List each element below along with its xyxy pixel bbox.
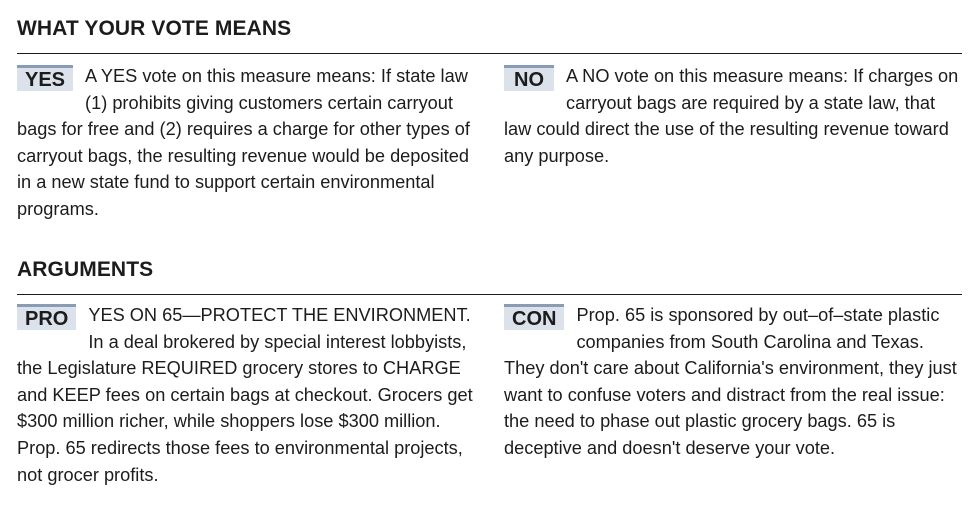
yes-block bbox=[17, 63, 487, 223]
arguments-heading: ARGUMENTS bbox=[17, 258, 154, 281]
con-tag: CON bbox=[504, 304, 564, 330]
arguments-divider bbox=[17, 294, 962, 295]
con-block bbox=[504, 302, 964, 462]
vote-means-heading: WHAT YOUR VOTE MEANS bbox=[17, 17, 292, 40]
no-block bbox=[504, 63, 964, 169]
pro-block bbox=[17, 302, 487, 488]
pro-text: YES ON 65—PROTECT THE ENVIRONMENT. In a deal brokered by special interest lobbyists, the Legislature REQUIRED grocery stores to CHARGE and KEEP fees on certain bags at checkout. Grocers get $300 million richer, while shoppers lose $300 million. Prop. 65 redirects those fees to environmental projects, not grocer profits. bbox=[17, 305, 473, 485]
no-text: A NO vote on this measure means: If charges on carryout bags are required by a state law, that law could direct the use of the resulting revenue toward any purpose. bbox=[504, 66, 959, 166]
yes-tag: YES bbox=[17, 65, 73, 91]
yes-text: A YES vote on this measure means: If state law (1) prohibits giving customers certain carryout bags for free and (2) requires a charge for other types of carryout bags, the resulting revenue would be deposited in a new state fund to support certain environmental programs. bbox=[17, 66, 470, 219]
vote-means-divider bbox=[17, 53, 962, 54]
con-text: Prop. 65 is sponsored by out–of–state plastic companies from South Carolina and Texas. They don't care about California's environment, they just want to confuse voters and distract from the real issue: the need to phase out plastic grocery bags. 65 is deceptive and doesn't deserve your vote. bbox=[504, 305, 957, 458]
no-tag: NO bbox=[504, 65, 554, 91]
pro-tag: PRO bbox=[17, 304, 76, 330]
